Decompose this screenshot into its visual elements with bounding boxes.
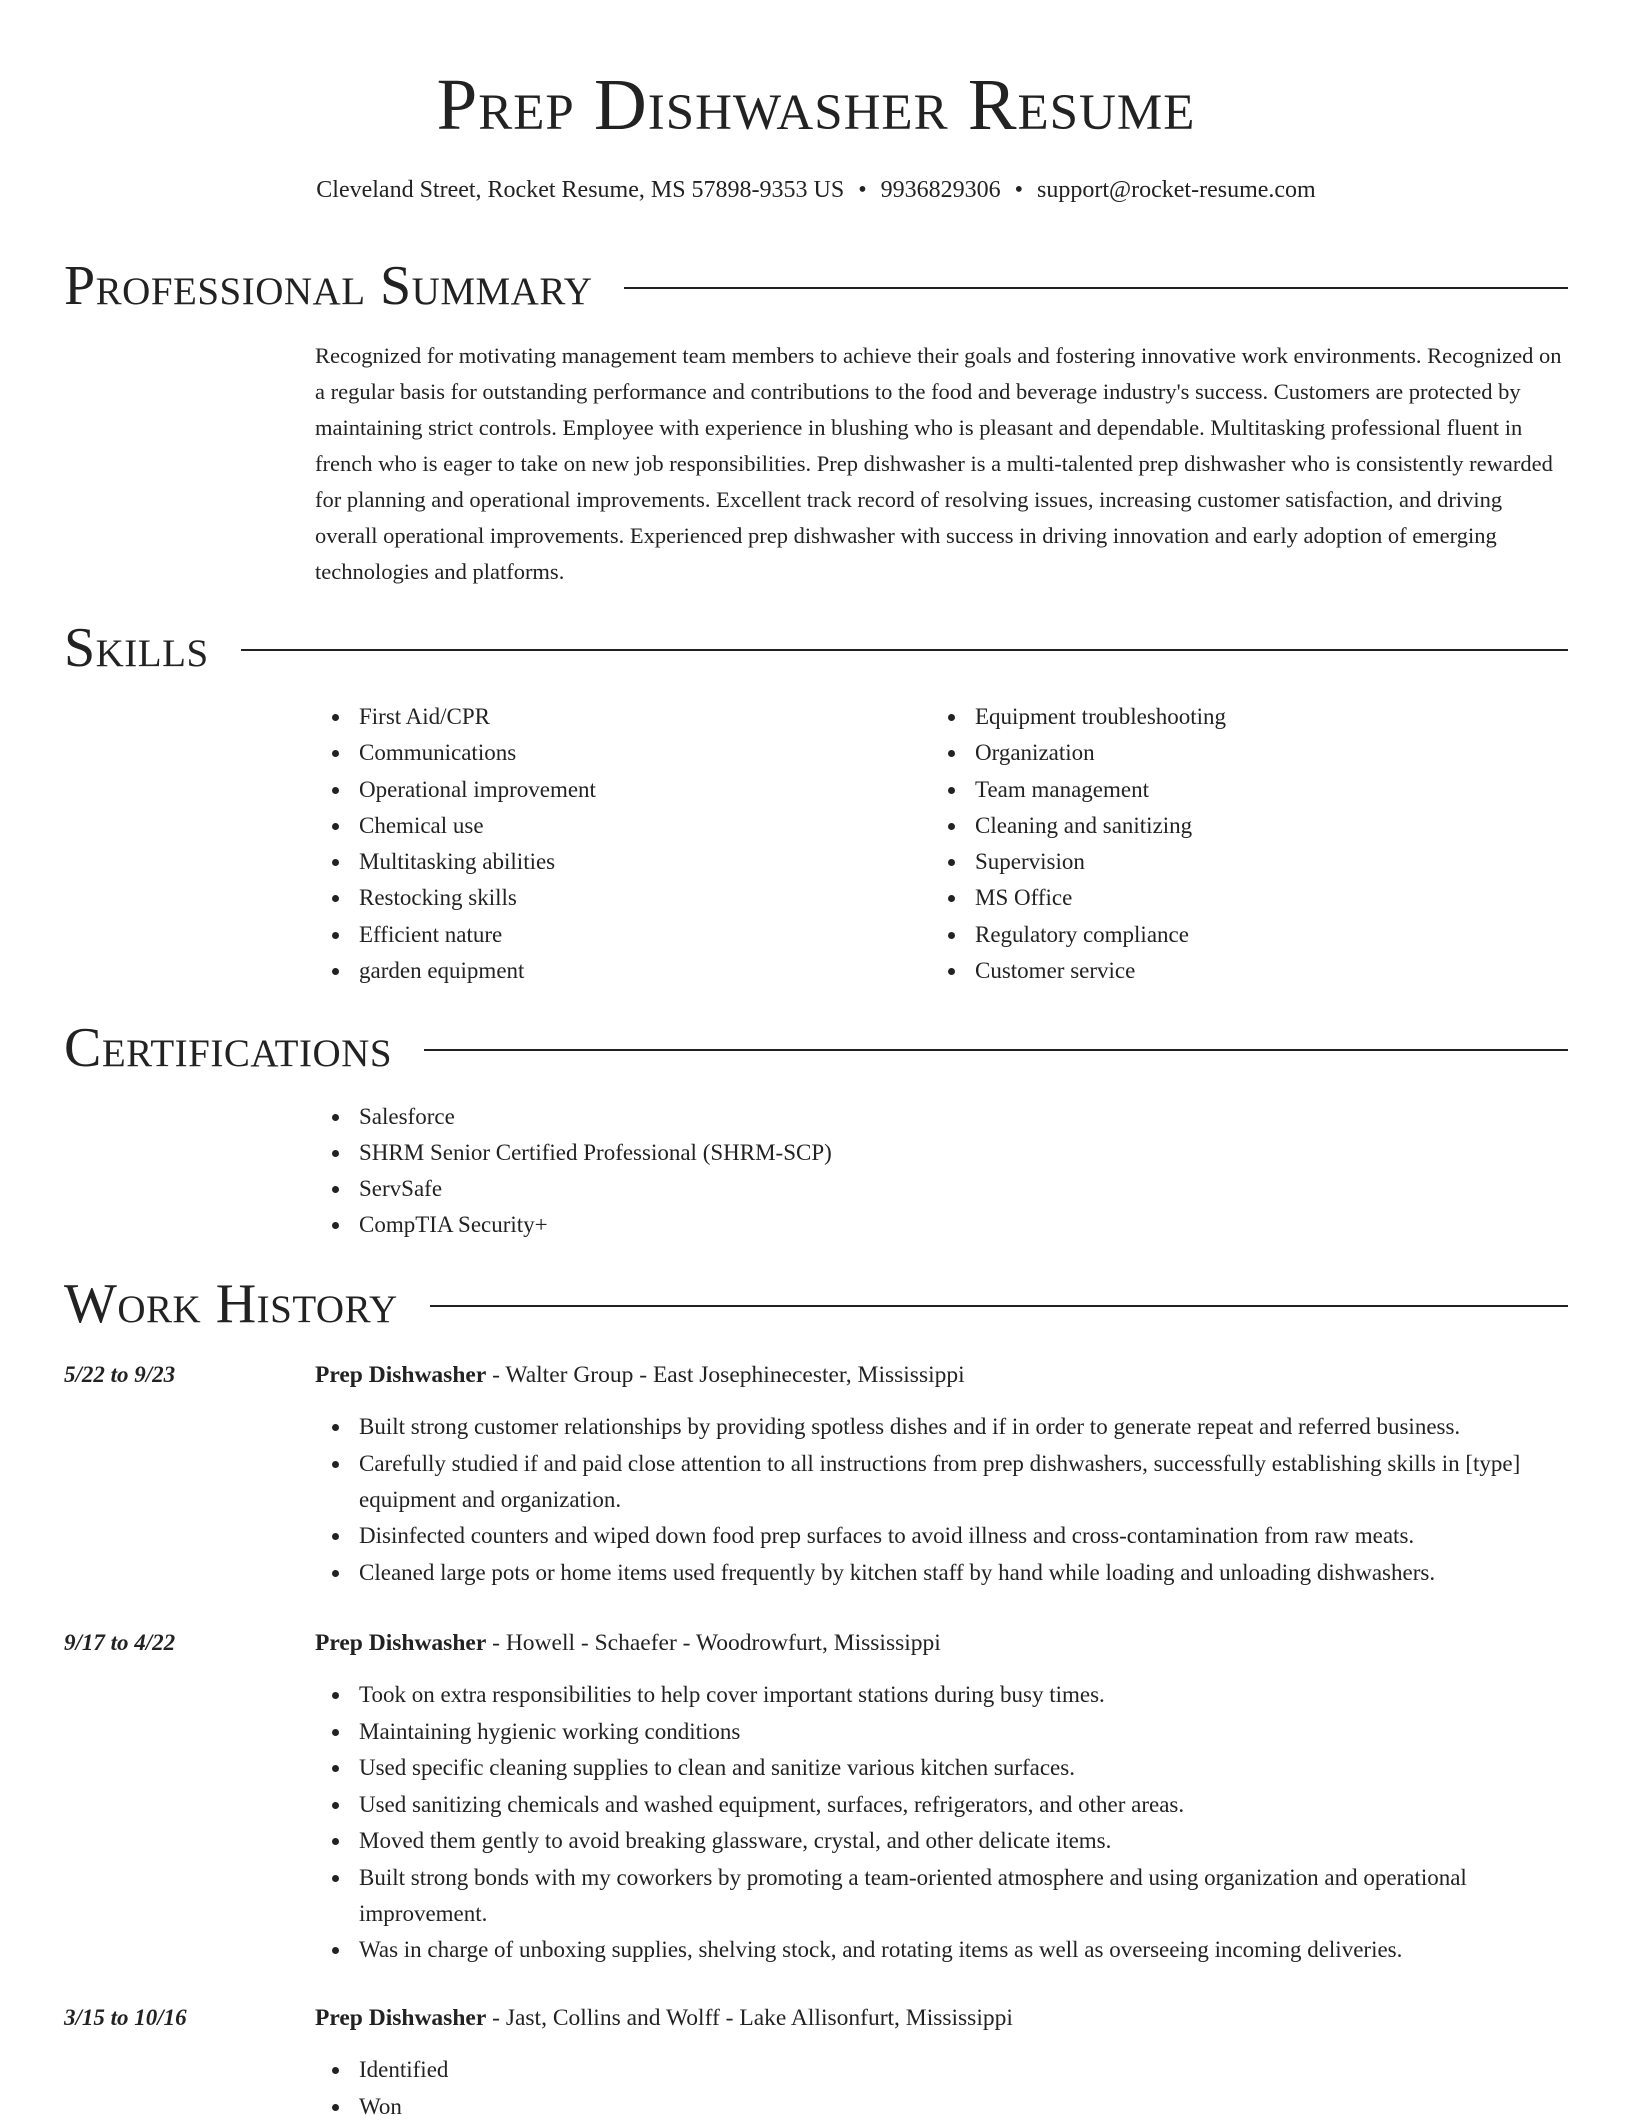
job-bullet: Moved them gently to avoid breaking glassware, crystal, and other delicate items. [315, 1823, 1569, 1859]
section-header-skills [64, 616, 1568, 680]
summary-text: Recognized for motivating management team members to achieve their goals and fostering innovative work environments. Recognized on a regular basis for outstanding performance and contributions to the food and beverage industry's success. Customers are protected by maintaining strict controls. Employee with experience in blushing who is pleasant and dependable. Multitasking professional fluent in french who is eager to take on new job responsibilities. Prep dishwasher is a multi-talented prep dishwasher who is consistently rewarded for planning and operational improvements. Excellent track record of resolving issues, increasing customer satisfaction, and driving overall operational improvements. Experienced prep dishwasher with success in driving innovation and early adoption of emerging technologies and platforms. [315, 343, 1562, 584]
job-heading [315, 2000, 1569, 2036]
section-divider [430, 1305, 1568, 1307]
job-bullet-list [315, 1409, 1569, 1591]
skill-item: First Aid/CPR [315, 699, 915, 735]
section-divider [624, 287, 1568, 289]
section-header-certifications [64, 1016, 1568, 1080]
skill-item: Chemical use [315, 808, 915, 844]
job-dates: 5/22 to 9/23 [64, 1362, 176, 1387]
skill-item: Multitasking abilities [315, 844, 915, 880]
job-bullet: Used sanitizing chemicals and washed equipment, surfaces, refrigerators, and other areas. [315, 1787, 1569, 1823]
certification-item: ServSafe [315, 1171, 1569, 1207]
job-bullet: Disinfected counters and wiped down food prep surfaces to avoid illness and cross-contamination from raw meats. [315, 1518, 1569, 1554]
skills-list-right [931, 699, 1571, 989]
contact-line [0, 173, 1632, 207]
section-title: Skills [64, 617, 209, 679]
section-title: Certifications [64, 1017, 393, 1079]
skill-item: Cleaning and sanitizing [931, 808, 1571, 844]
certification-item: SHRM Senior Certified Professional (SHRM-SCP) [315, 1135, 1569, 1171]
job-role: Prep Dishwasher [315, 1630, 487, 1656]
skill-item: Operational improvement [315, 772, 915, 808]
skill-item: Organization [931, 735, 1571, 771]
job-bullet: Took on extra responsibilities to help cover important stations during busy times. [315, 1677, 1569, 1713]
job-bullet: Carefully studied if and paid close attention to all instructions from prep dishwashers, successfully establishing skills in [type] equipment and organization. [315, 1446, 1569, 1518]
job-details: - Jast, Collins and Wolff - Lake Allisonfurt, Mississippi [486, 2005, 1013, 2031]
certification-item: CompTIA Security+ [315, 1207, 1569, 1243]
certifications-list [315, 1099, 1569, 1243]
job-details: - Walter Group - East Josephinecester, Mississippi [486, 1362, 965, 1388]
job-bullet: Used specific cleaning supplies to clean and sanitize various kitchen surfaces. [315, 1750, 1569, 1786]
contact-phone: 9936829306 [880, 177, 1001, 203]
section-title: Work History [64, 1273, 398, 1335]
job-heading [315, 1357, 1569, 1393]
job-dates: 3/15 to 10/16 [64, 2005, 187, 2030]
job-bullet: Cleaned large pots or home items used frequently by kitchen staff by hand while loading and unloading dishwashers. [315, 1555, 1569, 1591]
skill-item: Communications [315, 735, 915, 771]
job-bullet-list [315, 1677, 1569, 1969]
skill-item: Equipment troubleshooting [931, 699, 1571, 735]
job-heading [315, 1625, 1569, 1661]
skill-item: garden equipment [315, 953, 915, 989]
job-bullet: Built strong customer relationships by providing spotless dishes and if in order to generate repeat and referred business. [315, 1409, 1569, 1445]
contact-email: support@rocket-resume.com [1037, 177, 1316, 203]
skill-item: Regulatory compliance [931, 917, 1571, 953]
section-title: Professional Summary [64, 255, 593, 317]
section-header-work-history [64, 1272, 1568, 1336]
section-divider [424, 1049, 1568, 1051]
job-bullet: Won [315, 2089, 1569, 2125]
skills-list-left [315, 699, 915, 989]
section-header-summary [64, 254, 1568, 318]
section-divider [241, 649, 1568, 651]
job-role: Prep Dishwasher [315, 1362, 487, 1388]
skill-item: Efficient nature [315, 917, 915, 953]
job-bullet: Was in charge of unboxing supplies, shelving stock, and rotating items as well as overseeing incoming deliveries. [315, 1932, 1569, 1968]
skill-item: Customer service [931, 953, 1571, 989]
contact-separator: • [1014, 177, 1024, 203]
skill-item: Team management [931, 772, 1571, 808]
skill-item: Supervision [931, 844, 1571, 880]
skill-item: Restocking skills [315, 880, 915, 916]
job-bullet-list [315, 2052, 1569, 2125]
job-dates: 9/17 to 4/22 [64, 1630, 176, 1655]
job-role: Prep Dishwasher [315, 2005, 487, 2031]
certification-item: Salesforce [315, 1099, 1569, 1135]
contact-separator: • [858, 177, 867, 203]
resume-title: Prep Dishwasher Resume [436, 64, 1196, 145]
skill-item: MS Office [931, 880, 1571, 916]
job-bullet: Maintaining hygienic working conditions [315, 1714, 1569, 1750]
contact-address: Cleveland Street, Rocket Resume, MS 57898-9353 US [316, 177, 845, 203]
job-bullet: Built strong bonds with my coworkers by promoting a team-oriented atmosphere and using organization and operational improvement. [315, 1860, 1569, 1932]
job-details: - Howell - Schaefer - Woodrowfurt, Mississippi [486, 1630, 941, 1656]
job-bullet: Identified [315, 2052, 1569, 2088]
